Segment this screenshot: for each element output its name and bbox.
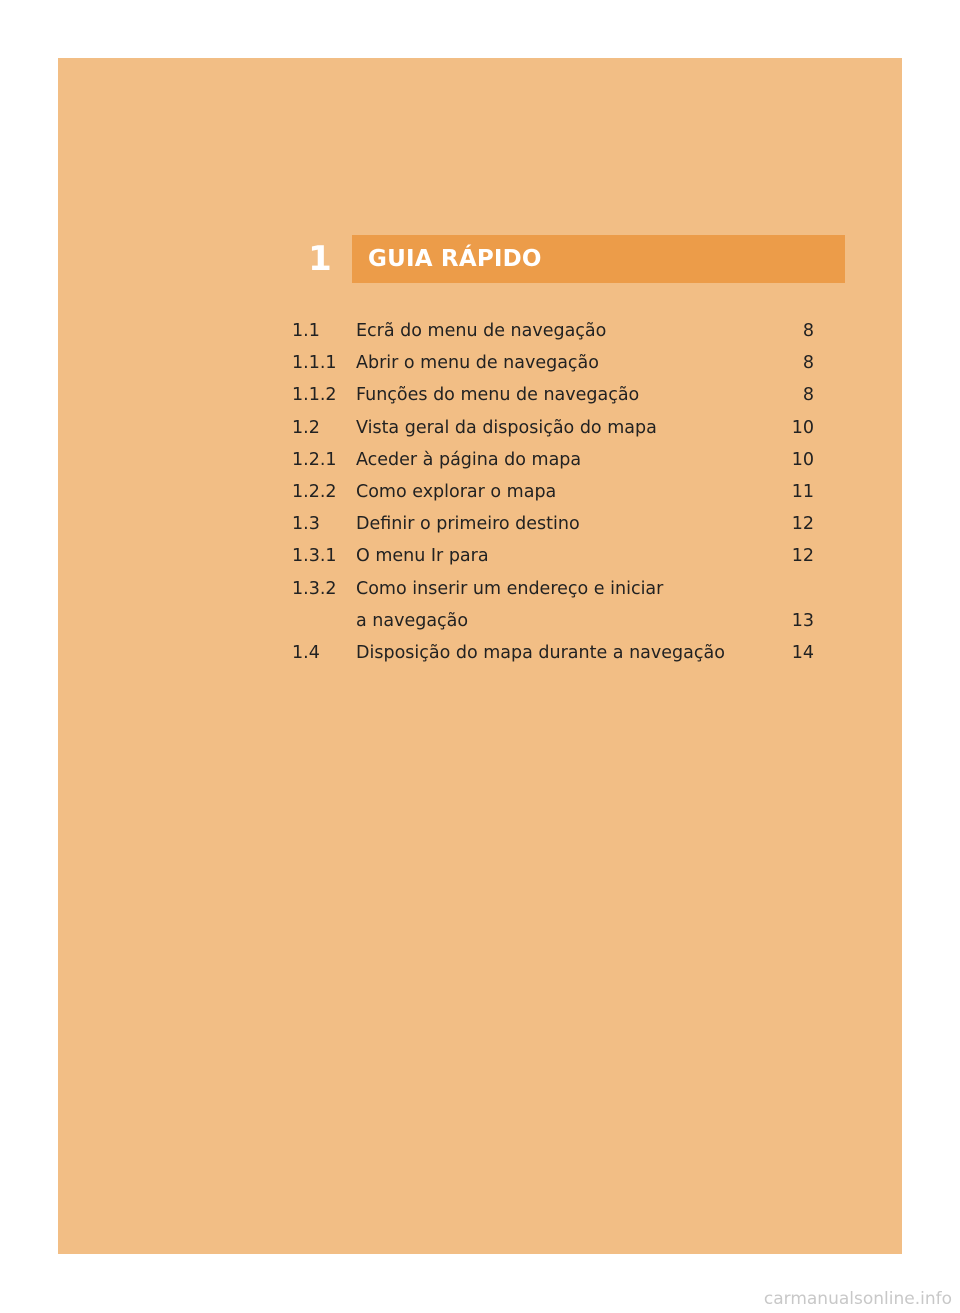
toc-entry-number: 1.2.1 [292,449,337,470]
toc-entry-1-1-1[interactable] [292,347,814,379]
toc-entry-title: Aceder à página do mapa [356,449,582,470]
toc-entry-1-3-1[interactable] [292,540,814,572]
toc-entry-title: Como inserir um endereço e iniciar [356,578,664,599]
toc-entry-1-4[interactable] [292,637,814,669]
toc-entry-title: Abrir o menu de navegação [356,353,599,374]
toc-entry-title: Vista geral da disposição do mapa [356,417,657,438]
toc-entry-1-3-2[interactable] [292,573,814,605]
toc-entry-page: 12 [791,514,814,535]
toc-entry-number: 1.1 [292,321,320,342]
table-of-contents [292,315,814,669]
toc-entry-page: 13 [791,610,814,631]
toc-entry-title: Definir o primeiro destino [356,514,580,535]
toc-entry-title: Disposição do mapa durante a navegação [356,642,725,663]
chapter-header [288,235,845,283]
toc-entry-number: 1.2 [292,417,320,438]
watermark: carmanualsonline.info [763,1289,952,1309]
toc-entry-page: 10 [791,417,814,438]
toc-entry-page: 11 [791,482,814,503]
toc-entry-number: 1.1.1 [292,353,337,374]
toc-entry-page: 8 [802,353,814,374]
toc-entry-title: a navegação [356,610,469,631]
toc-entry-page: 8 [802,321,814,342]
toc-entry-number: 1.3.1 [292,546,337,567]
chapter-number: 1 [288,235,352,283]
toc-entry-1-1-2[interactable] [292,379,814,411]
toc-entry-1-2[interactable] [292,412,814,444]
toc-entry-1-3-2-continued[interactable] [292,605,814,637]
toc-entry-number: 1.3.2 [292,578,337,599]
toc-entry-title: Ecrã do menu de navegação [356,321,607,342]
toc-entry-1-2-2[interactable] [292,476,814,508]
chapter-title-bar [352,235,845,283]
toc-entry-1-3[interactable] [292,508,814,540]
toc-entry-1-2-1[interactable] [292,444,814,476]
toc-entry-title: Funções do menu de navegação [356,385,640,406]
toc-entry-number: 1.4 [292,642,320,663]
toc-entry-title: O menu Ir para [356,546,489,567]
toc-entry-number: 1.1.2 [292,385,337,406]
toc-entry-page: 14 [791,642,814,663]
chapter-title: GUIA RÁPIDO [368,246,542,272]
toc-entry-number: 1.2.2 [292,482,337,503]
toc-entry-page: 8 [802,385,814,406]
toc-entry-title: Como explorar o mapa [356,482,557,503]
toc-entry-number: 1.3 [292,514,320,535]
toc-entry-1-1[interactable] [292,315,814,347]
toc-entry-page: 10 [791,449,814,470]
toc-entry-page: 12 [791,546,814,567]
